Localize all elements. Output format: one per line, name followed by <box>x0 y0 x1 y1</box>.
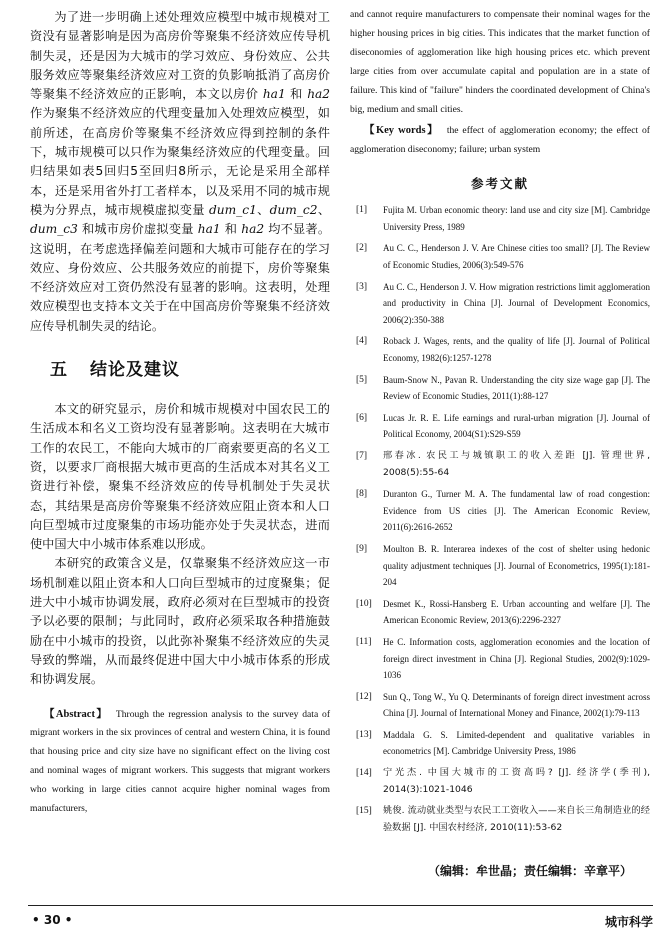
reference-text: Lucas Jr. R. E. Life earnings and rural-urban migration [J]. Journal of Political Economy, 2004(S1):S29-S59 <box>383 412 650 440</box>
reference-number: [5] <box>356 374 368 385</box>
variable-ha2: ha2 <box>241 222 265 237</box>
variable-dum-c1: dum_c1 <box>208 202 257 217</box>
reference-number: [8] <box>356 489 368 500</box>
keywords-label: 【Key words】 <box>364 125 440 137</box>
abstract-text: Through the regression analysis to the survey data of migrant workers in the six provinces of central and western China, it is found that housing price and city size have no significant effect on the living cost and nominal wages of migrant workers. This suggests that migrant workers who working in large cities cannot acquire higher nominal wages from manufacturers, <box>30 708 331 815</box>
reference-number: [13] <box>356 729 372 740</box>
variable-ha2: ha2 <box>307 87 331 102</box>
reference-item <box>350 202 650 235</box>
abstract-continued: and cannot require manufacturers to compensate their nominal wages for the higher housing prices in big cities. This indicates that the market function of diseconomies of agglomeration like high housing prices etc. which prevent large cities from over accumulate capital and population are in a state of failure. This kind of "failure" hinders the coordinated development of China's big, medium and small cities. <box>350 9 650 115</box>
reference-number: [11] <box>356 636 372 647</box>
reference-text: 姚俊. 流动就业类型与农民工工资收入——来自长三角制造业的经验数据 [J]. 中国农村经济, 2010(11):53-62 <box>383 805 650 833</box>
left-column <box>30 8 330 819</box>
variable-ha1: ha1 <box>197 222 221 237</box>
section-heading <box>50 358 330 382</box>
body-paragraph-1 <box>30 8 330 336</box>
reference-number: [6] <box>356 412 368 423</box>
text-run: 作为聚集不经济效应的代理变量加入处理效应模型，如前所述，在高房价等聚集不经济效应得到控制的条件下，城市规模可以只作为聚集经济效应的代理变量。回归结果如表5回归5至回归8所示，无论是采用全部样本，还是采用省外打工者样本，以及采用不同的城市规模为分界点，城市规模虚拟变量 <box>30 106 330 217</box>
reference-item <box>350 596 650 629</box>
journal-name: 城市科学 <box>604 915 653 929</box>
reference-number: [14] <box>356 768 372 779</box>
references-title: 参考文献 <box>470 176 529 192</box>
text-run: 为了进一步明确上述处理效应模型中城市规模对工资没有显著影响是因为高房价等聚集不经济效应传导机制失灵，还是因为大城市的学习效应、身份效应、公共服务效应等聚集经济效应对工资的负影响抵消了高房价等聚集不经济效应的正影响，本文以房价 <box>30 10 330 102</box>
abstract <box>30 706 330 819</box>
reference-item <box>350 634 650 684</box>
reference-list <box>350 202 650 836</box>
reference-number: [12] <box>356 691 372 702</box>
reference-number: [3] <box>356 281 368 292</box>
right-column <box>350 6 650 841</box>
reference-text: Au C. C., Henderson J. V. How migration restrictions limit agglomeration and productivity in China [J]. Journal of Development Economics, 2006(2):350-388 <box>383 281 650 325</box>
reference-item <box>350 410 650 443</box>
section-title: 结论及建议 <box>90 360 180 381</box>
reference-text: Baum-Snow N., Pavan R. Understanding the city size wage gap [J]. The Review of Economic Studies, 2011(1):88-127 <box>383 374 650 402</box>
reference-item <box>350 279 650 329</box>
reference-text: Moulton B. R. Interarea indexes of the cost of shelter using hedonic quality adjustment techniques [J]. Journal of Econometrics, 1995(1):181-204 <box>383 543 650 588</box>
reference-text: Desmet K., Rossi-Hansberg E. Urban accounting and welfare [J]. The American Economic Review, 2013(6):2296-2327 <box>383 598 650 626</box>
reference-number: [2] <box>356 243 368 254</box>
variable-ha1: ha1 <box>262 87 286 102</box>
text-run: 均不显著。这说明，在考虑选择偏差问题和大城市可能存在的学习效应、身份效应、公共服务效应的前提下，房价等聚集不经济效应对工资仍然没有显著的影响。这表明，处理效应模型也支持本文关于在中国高房价等聚集不经济效应传导机制失灵的结论。 <box>30 222 331 333</box>
reference-text: Sun Q., Tong W., Yu Q. Determinants of foreign direct investment across China [J]. Journal of International Money and Finance, 2002(1):79-113 <box>383 691 650 719</box>
variable-dum-c2: dum_c2 <box>269 202 318 217</box>
editor-note: （编辑：牟世晶；责任编辑：辛章平） <box>428 864 633 878</box>
reference-item <box>350 240 650 273</box>
reference-item <box>350 372 650 405</box>
reference-item <box>350 765 650 798</box>
reference-item <box>350 541 650 591</box>
keywords-text: the effect of agglomeration economy; the effect of agglomeration diseconomy; failure; urban system <box>350 125 650 156</box>
reference-item <box>350 448 650 481</box>
reference-text: 宁光杰. 中国大城市的工资高吗? [J]. 经济学(季刊), 2014(3):1021-1046 <box>383 767 650 795</box>
text-run: 和 <box>224 222 238 237</box>
keywords <box>350 122 650 160</box>
page-number: • 30 • <box>32 913 73 927</box>
reference-number: [4] <box>356 336 368 347</box>
reference-text: Au C. C., Henderson J. V. Are Chinese cities too small? [J]. The Review of Economic Studies, 2006(3):549-576 <box>383 243 650 271</box>
reference-item <box>350 333 650 366</box>
text-run: 和城市房价虚拟变量 <box>81 222 194 237</box>
reference-text: He C. Information costs, agglomeration economies and the location of foreign direct investment in China [J]. Regional Studies, 2002(9):1029-1036 <box>383 636 650 681</box>
abstract-label: 【Abstract】 <box>44 708 109 720</box>
body-paragraph-3: 本研究的政策含义是，仅靠聚集不经济效应这一市场机制难以阻止资本和人口向巨型城市的过度聚集；促进大中小城市协调发展，政府必须对在巨型城市的投资予以必要的限制；与此同时，政府必须采取各种措施鼓励在中小城市的投资，以此弥补聚集不经济效应的失灵导致的弊端，从而最终促进中国大中小城市体系的形成和协调发展。 <box>30 556 330 687</box>
separator: 、 <box>256 202 270 217</box>
reference-text: 邢春冰. 农民工与城镇职工的收入差距 [J]. 管理世界, 2008(5):55-64 <box>383 449 650 478</box>
section-number: 五 <box>50 360 68 381</box>
reference-number: [10] <box>356 598 372 609</box>
reference-text: Roback J. Wages, rents, and the quality of life [J]. Journal of Political Economy, 1982(6):1257-1278 <box>383 336 650 363</box>
reference-text: Fujita M. Urban economic theory: land use and city size [M]. Cambridge University Press, 1989 <box>383 205 650 232</box>
reference-item <box>350 689 650 722</box>
variable-dum-c3: dum_c3 <box>30 222 78 237</box>
reference-number: [1] <box>356 205 368 216</box>
reference-number: [7] <box>356 450 368 461</box>
body-paragraph-2: 本文的研究显示，房价和城市规模对中国农民工的生活成本和名义工资均没有显著影响。这表明在大城市工作的农民工，不能向大城市的厂商索要更高的名义工资，以要求厂商根据大城市更高的生活成本对其名义工资进行补偿，聚集不经济效应的传导机制处于失灵状态，其结果是高房价等聚集不经济效应阻止资本和人口向巨型城市过度聚集的市场功能亦处于失灵状态，进而使中国大中小城市体系难以形成。 <box>30 402 330 552</box>
reference-item <box>350 486 650 536</box>
reference-item <box>350 803 650 836</box>
reference-number: [15] <box>356 806 372 817</box>
footer-divider <box>28 905 653 906</box>
text-run: 和 <box>290 87 303 102</box>
reference-text: Maddala G. S. Limited-dependent and qualitative variables in econometrics [M]. Cambridge University Press, 1986 <box>383 729 650 757</box>
reference-number: [9] <box>356 543 368 554</box>
reference-item <box>350 727 650 760</box>
separator: 、 <box>317 202 330 217</box>
reference-text: Duranton G., Turner M. A. The fundamental law of road congestion: Evidence from US cities [J]. The American Economic Review, 2011(6):2616-2652 <box>383 489 650 533</box>
